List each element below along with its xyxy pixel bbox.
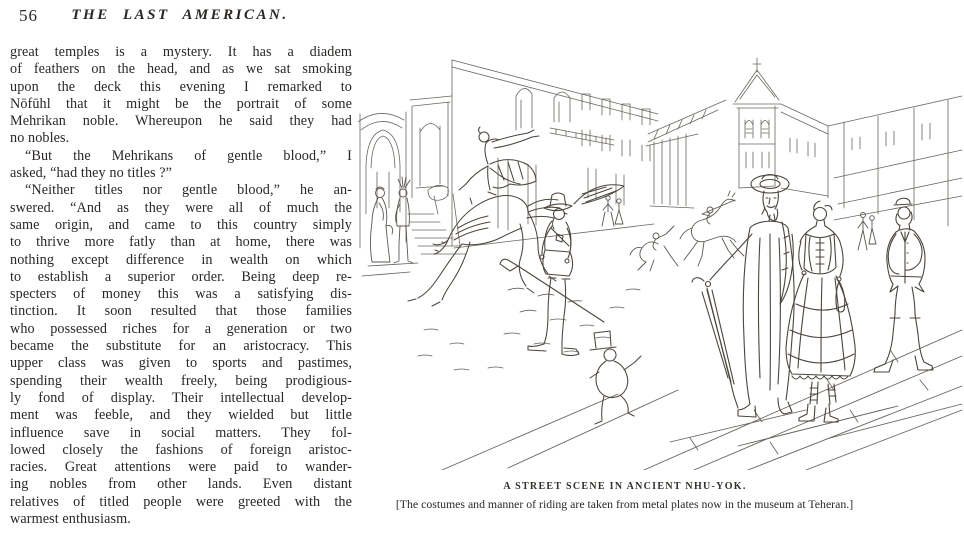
text-line: nothing except difference in wealth on which	[10, 251, 352, 268]
text-line: Nōfūhl that it might be the portrait of some	[10, 95, 352, 112]
text-line: influence save in social matters. They fol-	[10, 424, 352, 441]
text-line: who possessed riches for a generation or two	[10, 320, 352, 337]
corset-woman	[786, 201, 855, 422]
text-line: great temples is a mystery. It has a diadem	[10, 44, 352, 60]
background-pedestrians-center	[602, 196, 623, 226]
illustration-caption: A STREET SCENE IN ANCIENT NHU-YOK.	[503, 481, 747, 492]
text-line: specters of money this was a satisfying dis-	[10, 286, 352, 303]
text-line: ly fond of display. Their intellectual develop-	[10, 389, 352, 406]
walking-man-boots	[874, 198, 933, 372]
portico-building	[646, 100, 726, 208]
illustration-credit: [The costumes and manner of riding are taken from metal plates now in the museum at Teheran.]	[395, 497, 854, 511]
text-line: no nobles.	[10, 130, 70, 147]
street-scene-illustration	[358, 38, 964, 470]
pavement	[362, 263, 962, 470]
illustration	[358, 38, 964, 470]
leaping-horse	[408, 195, 560, 306]
background-buildings	[358, 58, 962, 254]
text-line: spending their wealth freely, being prodigious-	[10, 372, 352, 389]
text-line: warmest enthusiasm.	[10, 511, 131, 528]
page-number: 56	[19, 6, 38, 25]
text-line: tinction. It soon resulted that those families	[10, 303, 352, 320]
left-building-entrance	[358, 96, 452, 248]
text-line: asked, “had they no titles ?”	[10, 165, 173, 182]
left-standing-man-feather-headdress	[394, 177, 413, 263]
cavalier-with-musket	[500, 185, 624, 356]
text-line: of feathers on the head, and as we sat smoking	[10, 61, 352, 78]
text-line: upon the deck this evening I remarked to	[10, 78, 352, 95]
runaway-pony-with-jockey	[630, 191, 744, 271]
text-line: racies. Great attentions were paid to wander-	[10, 459, 352, 476]
text-column	[10, 44, 352, 528]
background-pedestrians-right	[858, 213, 876, 251]
ballerina-acrobat	[459, 127, 539, 195]
church-tower	[733, 58, 781, 188]
text-line: became the substitute for an aristocracy. This	[10, 338, 352, 355]
text-line: ment was feeble, and they wielded but little	[10, 407, 352, 424]
text-line: “But the Mehrikans of gentle blood,” I	[25, 147, 352, 164]
mid-facade	[452, 60, 658, 248]
text-line: ing nobles from other lands. Even distant	[10, 476, 352, 493]
text-line: upper class was given to sports and pastimes,	[10, 355, 352, 372]
text-line: swered. “And as they were all of much the	[10, 199, 352, 216]
text-line: to thrive more fatly than at home, there was	[10, 234, 352, 251]
text-line: same origin, and came to this country simply	[10, 216, 352, 233]
text-line: “Neither titles nor gentle blood,” he an-	[25, 182, 352, 199]
text-line: relatives of titled people were greeted with the	[10, 493, 352, 510]
text-line: lowed closely the fashions of foreign aristoc-	[10, 441, 352, 458]
far-right-buildings	[828, 96, 962, 226]
running-title: THE LAST AMERICAN.	[71, 7, 289, 23]
text-line: Mehrikan noble. Whereupon he said they had	[10, 113, 352, 130]
text-line: to establish a superior order. Being deep re-	[10, 268, 352, 285]
gabled-building	[781, 104, 828, 198]
